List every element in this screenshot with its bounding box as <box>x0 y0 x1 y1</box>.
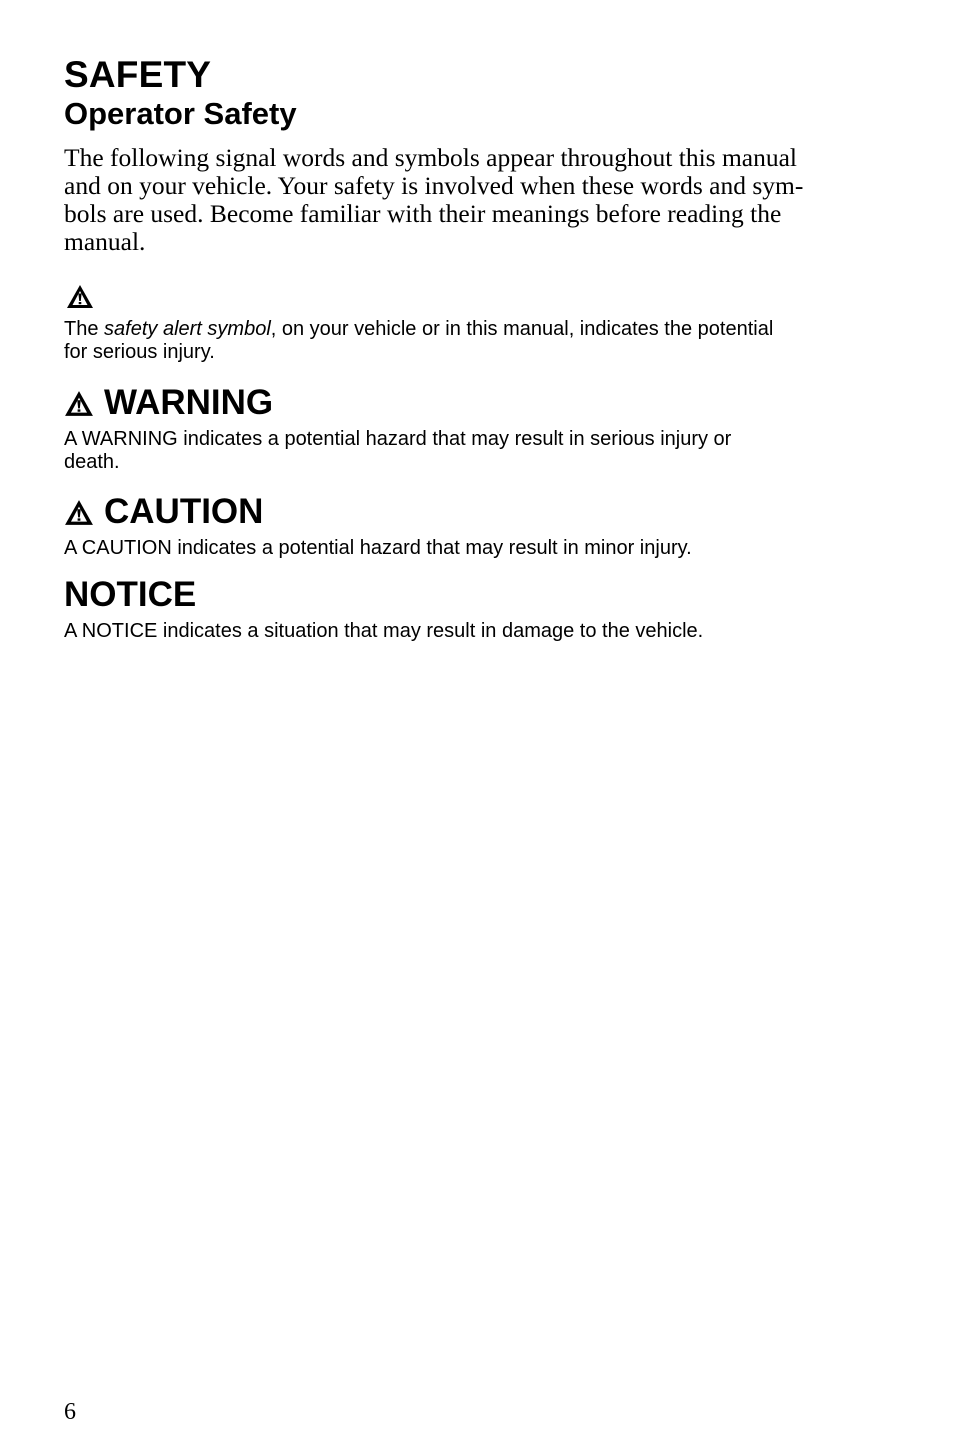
alert-symbol-line <box>64 318 874 341</box>
warning-heading <box>64 383 273 423</box>
notice-heading-label: NOTICE <box>64 575 197 614</box>
alert-text-after: , on your vehicle or in this manual, indicates the potential <box>270 318 774 340</box>
warning-triangle-icon <box>64 499 94 526</box>
intro-line: manual. <box>64 227 146 256</box>
notice-description <box>64 620 874 643</box>
warning-triangle-icon <box>66 284 94 309</box>
intro-line: The following signal words and symbols appear throughout this manual <box>64 143 798 172</box>
warning-line: death. <box>64 451 120 473</box>
alert-text-italic: safety alert symbol <box>104 318 271 340</box>
notice-heading <box>64 575 196 615</box>
section-title: SAFETY <box>64 54 212 95</box>
warning-line: A WARNING indicates a potential hazard that may result in serious injury or <box>64 428 732 450</box>
intro-paragraph <box>64 144 874 256</box>
warning-triangle-icon <box>64 390 94 417</box>
warning-heading-label: WARNING <box>104 383 274 422</box>
intro-line: and on your vehicle. Your safety is involved when these words and sym- <box>64 171 804 200</box>
alert-symbol-description <box>64 318 874 364</box>
alert-text-before: The <box>64 318 105 340</box>
section-subtitle: Operator Safety <box>64 96 297 131</box>
notice-line: A NOTICE indicates a situation that may result in damage to the vehicle. <box>64 620 704 642</box>
caution-line: A CAUTION indicates a potential hazard that may result in minor injury. <box>64 537 692 559</box>
warning-description <box>64 428 874 474</box>
page-number: 6 <box>64 1399 76 1425</box>
caution-description <box>64 537 874 560</box>
caution-heading <box>64 492 263 532</box>
alert-symbol-line: for serious injury. <box>64 341 215 363</box>
intro-line: bols are used. Become familiar with their meanings before reading the <box>64 199 782 228</box>
caution-heading-label: CAUTION <box>104 492 264 531</box>
